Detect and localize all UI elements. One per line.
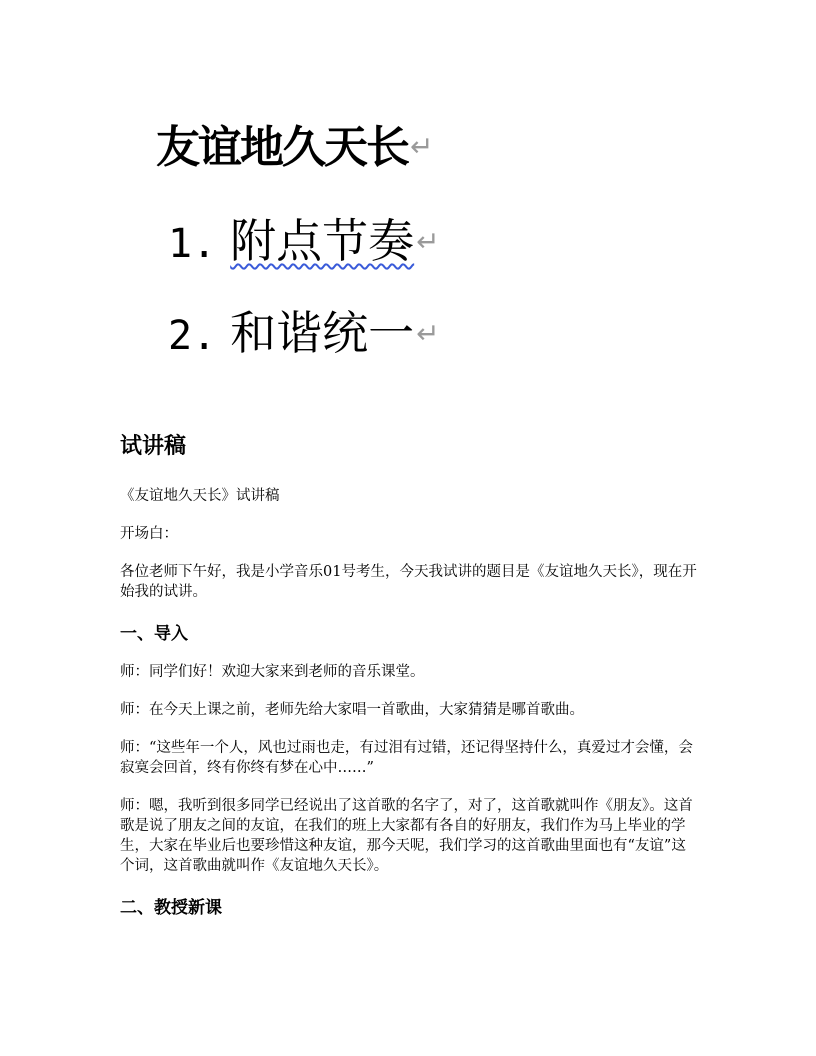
- opening-label: 开场白：: [120, 526, 178, 542]
- paragraph: 师：嗯，我听到很多同学已经说出了这首歌的名字了，对了，这首歌就叫作《朋友》。这首歌是说了朋友之间的友谊，在我们的班上大家都有各自的好朋友，我们作为马上毕业的学生，大家在毕业后也要珍惜这种友谊，那今天呢，我们学习的这首歌曲里面也有“友谊”这个词，这首歌曲就叫作《友谊地久天长》。: [120, 798, 693, 874]
- blackboard-image: [150, 110, 450, 370]
- document-body: [120, 430, 700, 936]
- section-heading-intro: 一、导入: [120, 624, 188, 644]
- document-subtitle: 《友谊地久天长》试讲稿: [120, 488, 280, 504]
- paragraph-mark-icon: ↵: [416, 225, 440, 258]
- board-title: [156, 122, 432, 173]
- paragraph: 师：“这些年一个人，风也过雨也走，有过泪有过错，还记得坚持什么，真爱过才会懂，会寂寞会回首，终有你终有梦在心中……”: [120, 740, 693, 776]
- paragraph: 师：在今天上课之前，老师先给大家唱一首歌曲，大家猜猜是哪首歌曲。: [120, 702, 584, 718]
- board-item-1: [168, 214, 440, 268]
- board-item-text: 和谐统一: [230, 306, 415, 360]
- paragraph-mark-icon: ↵: [416, 317, 440, 350]
- paragraph-mark-icon: ↵: [410, 130, 432, 163]
- board-title-text: 友谊地久天长: [156, 122, 408, 173]
- board-item-number: 1.: [168, 221, 217, 267]
- page-title: 试讲稿: [120, 434, 187, 459]
- board-item-2: [168, 306, 440, 360]
- paragraph: 师：同学们好！欢迎大家来到老师的音乐课堂。: [120, 664, 425, 680]
- opening-paragraph: 各位老师下午好，我是小学音乐01号考生，今天我试讲的题目是《友谊地久天长》，现在开始我的试讲。: [120, 564, 697, 600]
- board-item-text: 附点节奏: [230, 214, 415, 268]
- board-item-number: 2.: [168, 313, 217, 359]
- section-heading-teaching: 二、教授新课: [120, 898, 222, 918]
